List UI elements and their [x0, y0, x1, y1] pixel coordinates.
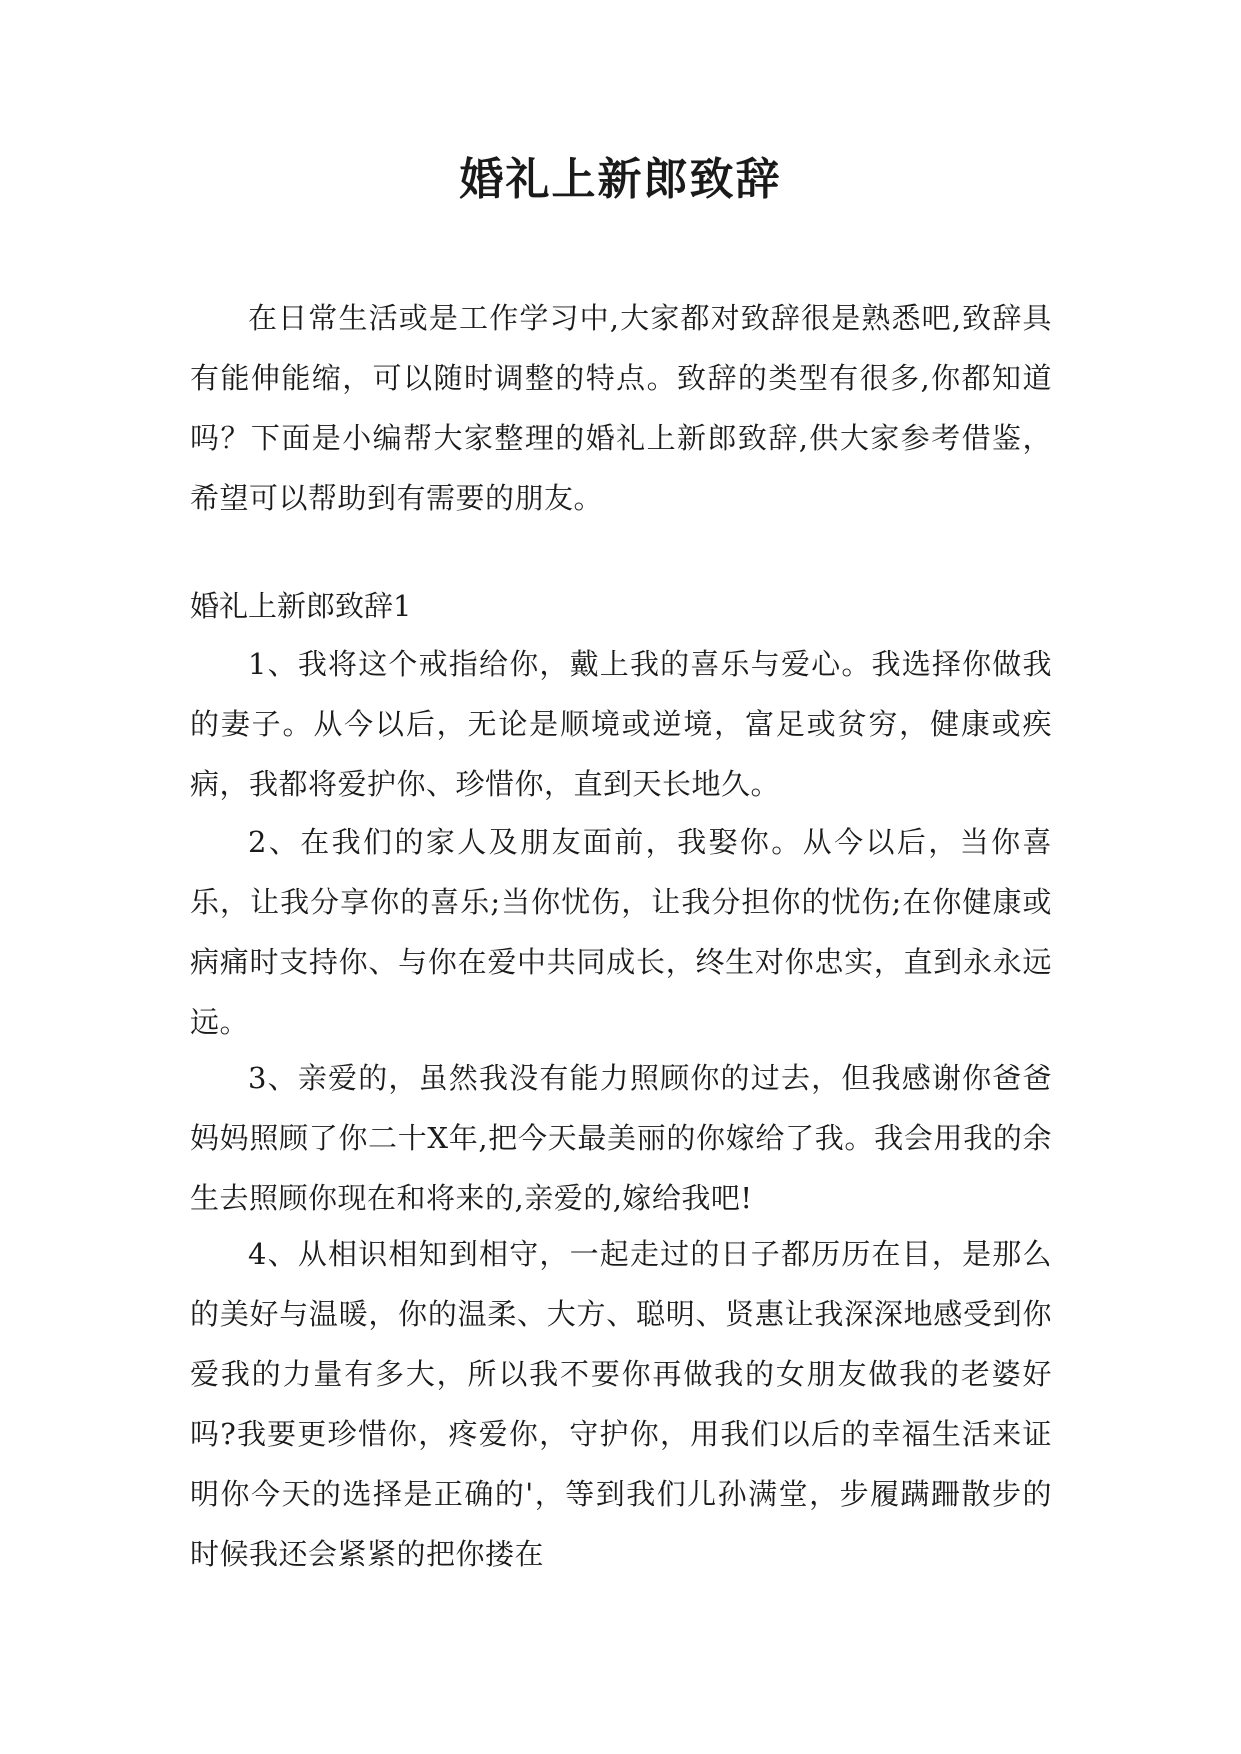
vow-paragraph-3: 3、亲爱的，虽然我没有能力照顾你的过去，但我感谢你爸爸妈妈照顾了你二十X年,把今天最美丽的你嫁给了我。我会用我的余生去照顾你现在和将来的,亲爱的,嫁给我吧!	[190, 1061, 1052, 1215]
section-heading: 婚礼上新郎致辞1	[190, 589, 412, 623]
vow-paragraph-2: 2、在我们的家人及朋友面前，我娶你。从今以后，当你喜乐，让我分享你的喜乐;当你忧伤，让我分担你的忧伤;在你健康或病痛时支持你、与你在爱中共同成长，终生对你忠实，直到永永远远。	[190, 825, 1052, 1039]
vow-paragraph-1: 1、我将这个戒指给你，戴上我的喜乐与爱心。我选择你做我的妻子。从今以后，无论是顺境或逆境，富足或贫穷，健康或疾病，我都将爱护你、珍惜你，直到天长地久。	[190, 647, 1052, 801]
document-title: 婚礼上新郎致辞	[459, 154, 782, 205]
vow-paragraph-4: 4、从相识相知到相守，一起走过的日子都历历在目，是那么的美好与温暖，你的温柔、大方、聪明、贤惠让我深深地感受到你爱我的力量有多大，所以我不要你再做我的女朋友做我的老婆好吗?我要更珍惜你，疼爱你，守护你，用我们以后的幸福生活来证明你今天的选择是正确的'，等到我们儿孙满堂，步履蹒跚散步的时候我还会紧紧的把你搂在	[190, 1237, 1052, 1571]
intro-paragraph: 在日常生活或是工作学习中,大家都对致辞很是熟悉吧,致辞具有能伸能缩，可以随时调整的特点。致辞的类型有很多,你都知道吗？下面是小编帮大家整理的婚礼上新郎致辞,供大家参考借鉴，希望可以帮助到有需要的朋友。	[190, 301, 1052, 515]
